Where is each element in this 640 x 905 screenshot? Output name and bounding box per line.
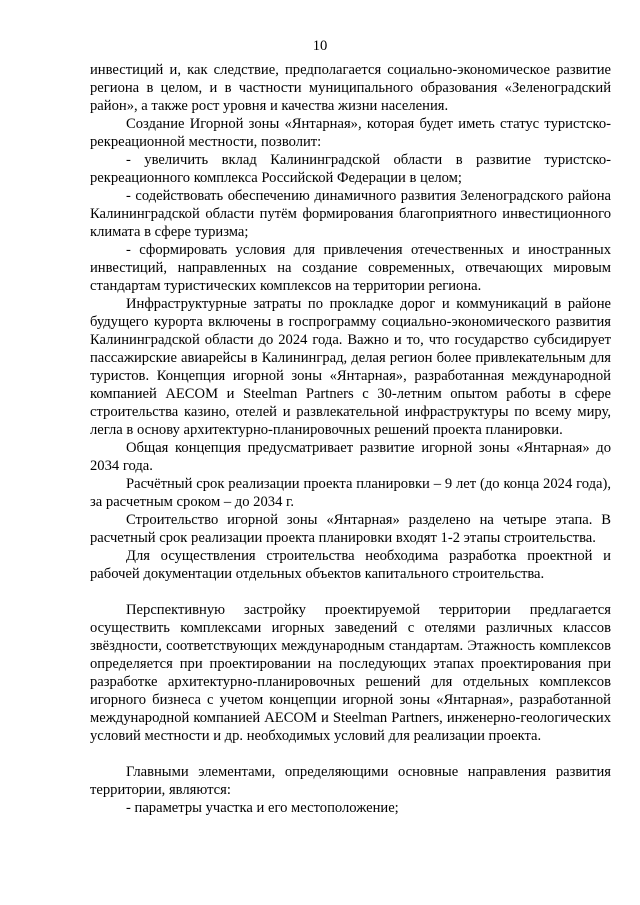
page-number: 10	[312, 38, 328, 54]
document-body	[90, 61, 611, 817]
paragraph: - увеличить вклад Калининградской области в развитие туристско-рекреационного комплекса Российской Федерации в целом;	[90, 152, 611, 186]
paragraph: инвестиций и, как следствие, предполагается социально-экономическое развитие региона в целом, и в частности муниципального образования «Зеленоградский район», а также рост уровня и качества жизни населения.	[90, 62, 611, 114]
paragraph: - сформировать условия для привлечения отечественных и иностранных инвестиций, направленных на создание современных, отвечающих мировым стандартам туристических комплексов на территории региона.	[90, 242, 611, 294]
paragraph: Расчётный срок реализации проекта планировки – 9 лет (до конца 2024 года), за расчетным сроком – до 2034 г.	[90, 476, 611, 510]
paragraph: Строительство игорной зоны «Янтарная» разделено на четыре этапа. В расчетный срок реализации проекта планировки входят 1-2 этапы строительства.	[90, 512, 611, 546]
paragraph: Главными элементами, определяющими основные направления развития территории, являются:	[90, 764, 611, 798]
paragraph: - параметры участка и его местоположение;	[126, 800, 399, 816]
paragraph: Для осуществления строительства необходима разработка проектной и рабочей документации отдельных объектов капитального строительства.	[90, 548, 611, 582]
paragraph-gap	[90, 583, 611, 601]
paragraph: - содействовать обеспечению динамичного развития Зеленоградского района Калининградской области путём формирования благоприятного инвестиционного климата в сфере туризма;	[90, 188, 611, 240]
paragraph: Создание Игорной зоны «Янтарная», которая будет иметь статус туристско-рекреационной местности, позволит:	[90, 116, 611, 150]
paragraph-gap	[90, 745, 611, 763]
paragraph: Перспективную застройку проектируемой территории предлагается осуществить комплексами игорных заведений с отелями различных классов звёздности, соответствующих международным стандартам. Этажность комплексов определяется при проектировании на последующих этапах проектирования при разработке архитектурно-планировочных решений для отдельных комплексов игорного бизнеса с учетом концепции игорной зоны «Янтарная», разработанной международной компанией AECOM и Steelman Partners, инженерно-геологических условий местности и др. необходимых условий для реализации проекта.	[90, 602, 611, 744]
paragraph: Инфраструктурные затраты по прокладке дорог и коммуникаций в районе будущего курорта включены в госпрограмму социально-экономического развития Калининградской области до 2024 года. Важно и то, что государство субсидирует пассажирские авиарейсы в Калининград, делая регион более привлекательным для туристов. Концепция игорной зоны «Янтарная», разработанная международной компанией AECOM и Steelman Partners с 30-летним опытом работы в сфере строительства казино, отелей и развлекательной инфраструктуры по всему миру, легла в основу архитектурно-планировочных решений проекта планировки.	[90, 296, 611, 438]
paragraph: Общая концепция предусматривает развитие игорной зоны «Янтарная» до 2034 года.	[90, 440, 611, 474]
